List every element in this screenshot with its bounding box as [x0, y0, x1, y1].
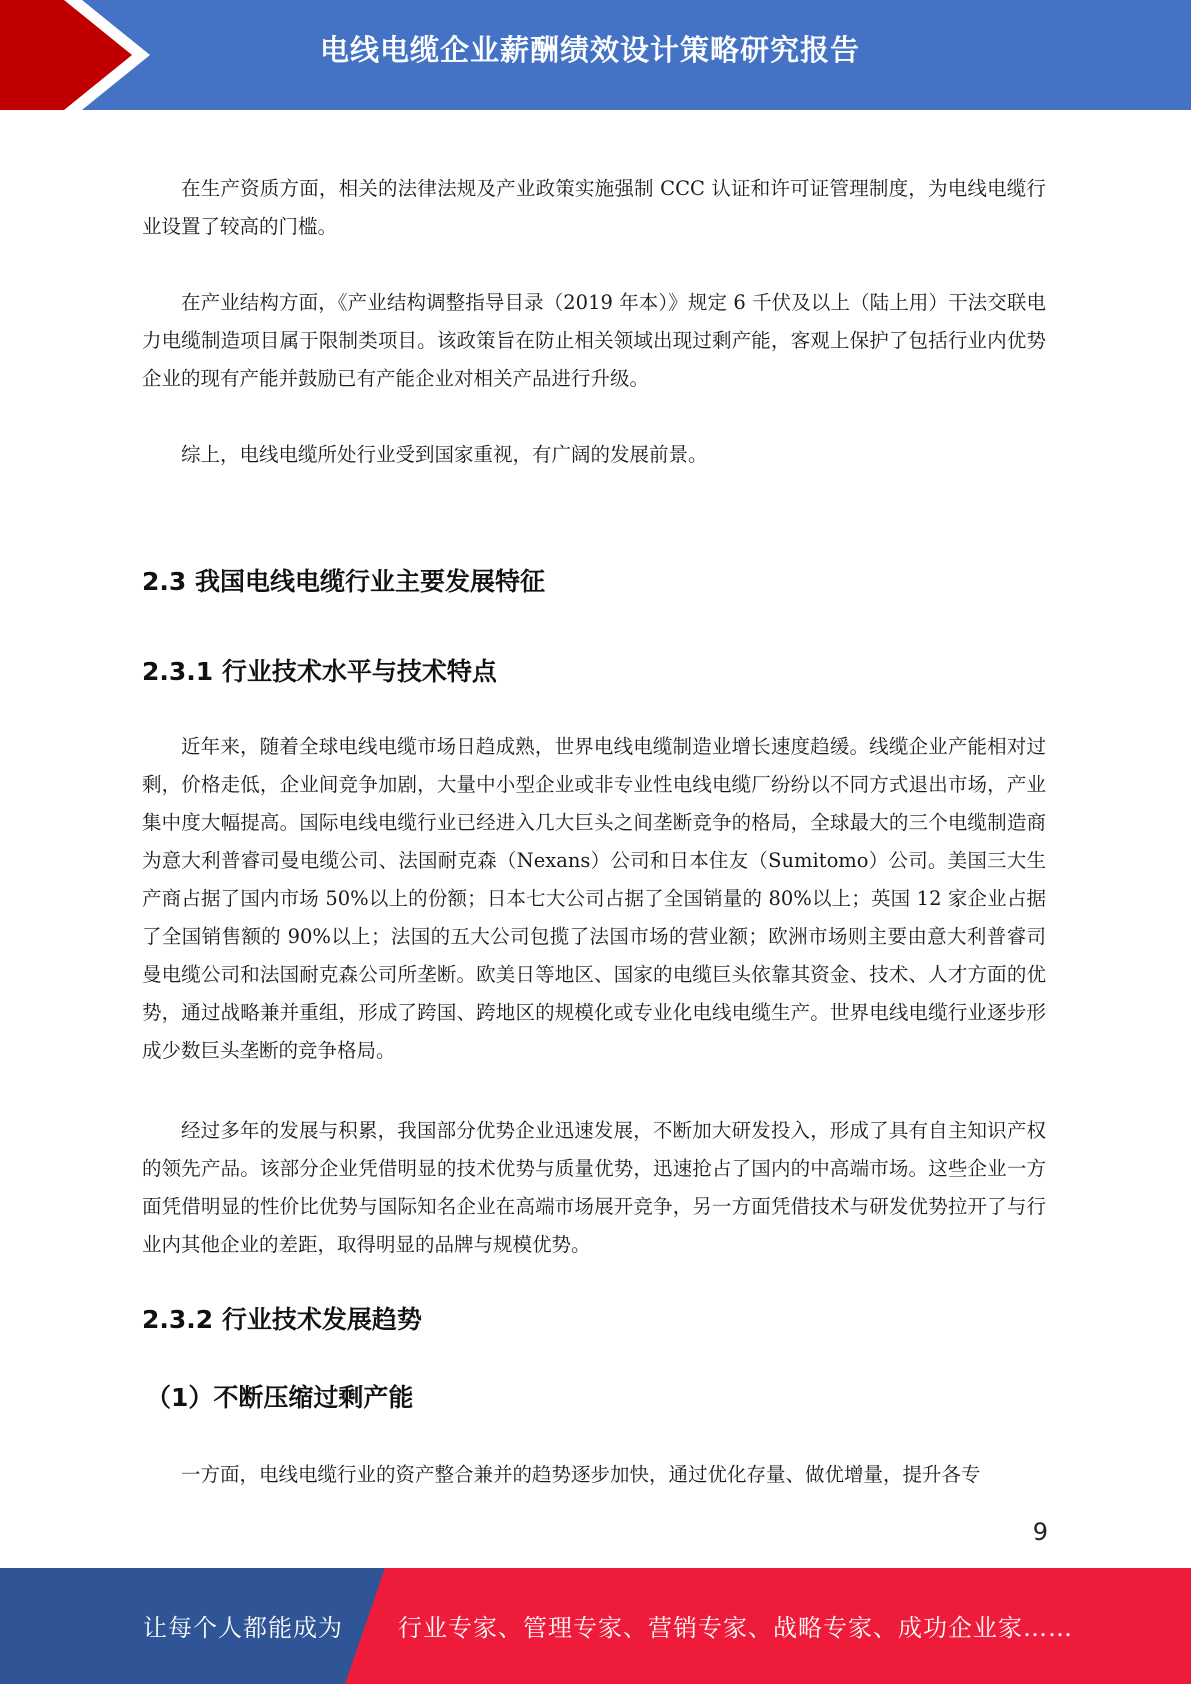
footer-slogan-right: 行业专家、管理专家、营销专家、战略专家、成功企业家…… — [398, 1614, 1073, 1642]
paragraph-global-market: 近年来，随着全球电线电缆市场日趋成熟，世界电线电缆制造业增长速度趋缓。线缆企业产能相对过剩，价格走低，企业间竞争加剧，大量中小型企业或非专业性电线电缆厂纷纷以不同方式退出市场，产业集中度大幅提高。国际电线电缆行业已经进入几大巨头之间垄断竞争的格局，全球最大的三个电缆制造商为意大利普睿司曼电缆公司、法国耐克森（Nexans）公司和日本住友（Sumitomo）公司。美国三大生产商占据了国内市场 50%以上的份额；日本七大公司占据了全国销量的 80%以上；英国 12 家企业占据了全国销售额的 90%以上；法国的五大公司包揽了法国市场的营业额；欧洲市场则主要由意大利普睿司曼电缆公司和法国耐克森公司所垄断。欧美日等地区、国家的电缆巨头依靠其资金、技术、人才方面的优势，通过战略兼并重组，形成了跨国、跨地区的规模化或专业化电线电缆生产。世界电线电缆行业逐步形成少数巨头垄断的竞争格局。 — [142, 735, 1046, 1062]
section-global-market — [142, 728, 1046, 1070]
section-summary — [142, 436, 1046, 474]
header-title: 电线电缆企业薪酬绩效设计策略研究报告 — [320, 33, 861, 67]
paragraph-industry-structure: 在产业结构方面，《产业结构调整指导目录（2019 年本）》规定 6 千伏及以上（陆上用）干法交联电力电缆制造项目属于限制类项目。该政策旨在防止相关领域出现过剩产能，客观上保护了包括行业内优势企业的现有产能并鼓励已有产能企业对相关产品进行升级。 — [142, 291, 1046, 390]
section-consolidation — [142, 1456, 1046, 1494]
heading-compress-capacity: （1）不断压缩过剩产能 — [146, 1383, 414, 1412]
paragraph-domestic-firms: 经过多年的发展与积累，我国部分优势企业迅速发展，不断加大研发投入，形成了具有自主知识产权的领先产品。该部分企业凭借明显的技术优势与质量优势，迅速抢占了国内的中高端市场。这些企业一方面凭借明显的性价比优势与国际知名企业在高端市场展开竞争，另一方面凭借技术与研发优势拉开了与行业内其他企业的差距，取得明显的品牌与规模优势。 — [142, 1119, 1046, 1256]
paragraph-qualification: 在生产资质方面，相关的法律法规及产业政策实施强制 CCC 认证和许可证管理制度，为电线电缆行业设置了较高的门槛。 — [142, 177, 1046, 238]
paragraph-consolidation: 一方面，电线电缆行业的资产整合兼并的趋势逐步加快，通过优化存量、做优增量，提升各专 — [181, 1463, 981, 1486]
paragraph-summary: 综上，电线电缆所处行业受到国家重视，有广阔的发展前景。 — [181, 443, 708, 466]
section-domestic-firms — [142, 1112, 1046, 1264]
heading-2-3-2: 2.3.2 行业技术发展趋势 — [142, 1305, 422, 1334]
heading-2-3-1: 2.3.1 行业技术水平与技术特点 — [142, 657, 497, 686]
section-industry-structure — [142, 284, 1046, 398]
page-footer — [0, 1568, 1191, 1684]
footer-slogan-left: 让每个人都能成为 — [143, 1614, 343, 1642]
page-header — [0, 0, 1191, 110]
section-qualification — [142, 170, 1046, 246]
page-number: 9 — [1032, 1518, 1048, 1546]
heading-2-3: 2.3 我国电线电缆行业主要发展特征 — [142, 567, 545, 596]
